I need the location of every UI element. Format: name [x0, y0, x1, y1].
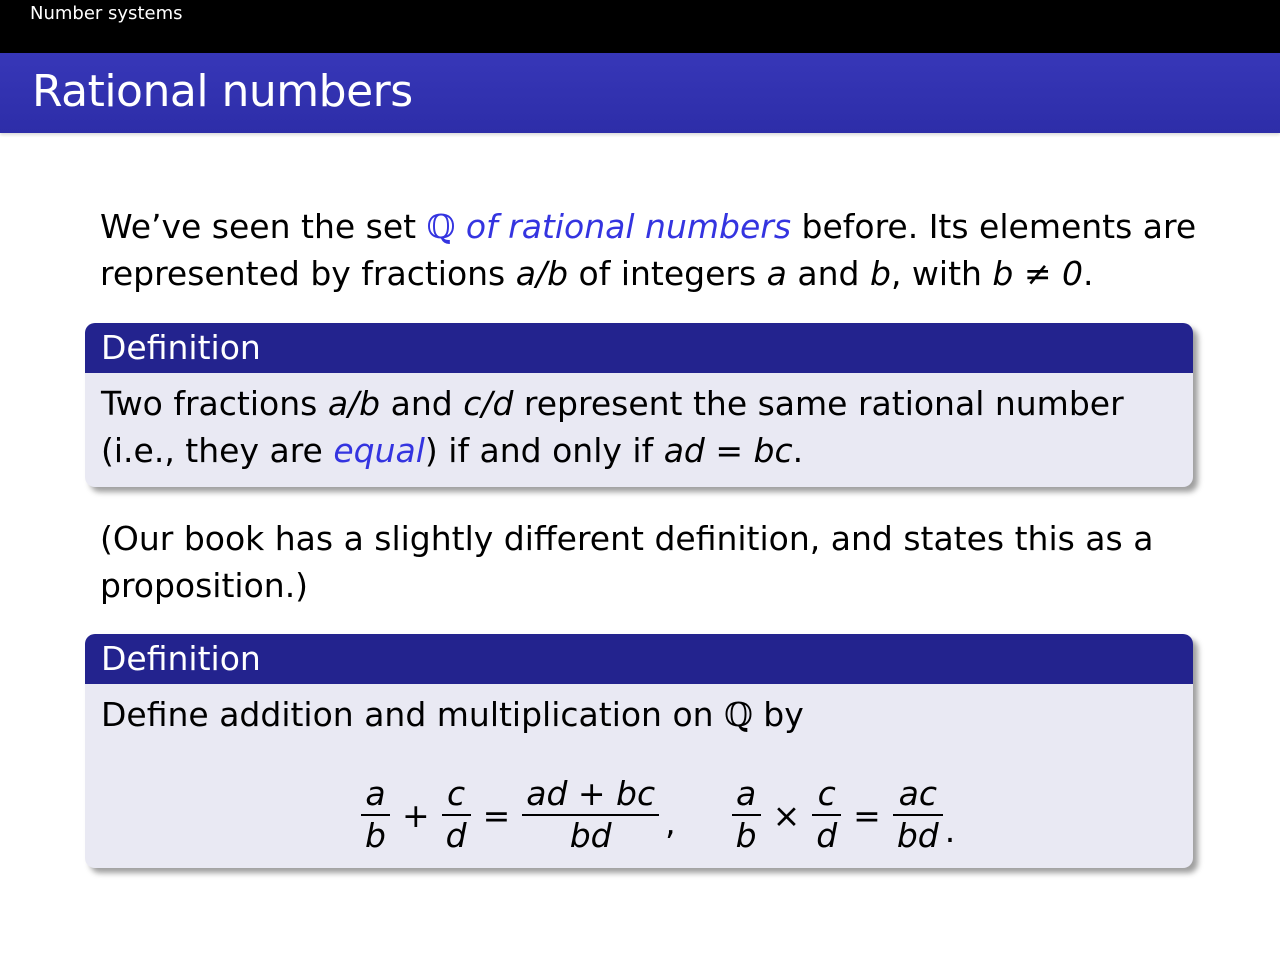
- highlighted-term: equal: [333, 431, 425, 470]
- intro-line-2: represented by fractions a/b of integers a and b, with b ≠ 0.: [100, 254, 1094, 293]
- fraction-sum-result: $\frac{ad + bc}{bd}$: [522, 774, 659, 856]
- definition-block-2: [85, 634, 1193, 868]
- definition-body: [85, 373, 1193, 474]
- operations-formula: $\frac{a}{b}$ + $\frac{c}{d}$ = $\frac{ad + bc}{bd}$ , $\frac{a}{b}$ × $\frac{c}{d}$ = $\frac{ac}{bd}$ .: [355, 774, 961, 856]
- fraction-a-over-b: $\frac{a}{b}$: [361, 774, 390, 856]
- frame-title-bar: [0, 53, 1280, 133]
- remark-paragraph: (Our book has a slightly different definition, and states this as a proposition.): [100, 519, 1154, 605]
- rationals-symbol: ℚ: [426, 207, 456, 246]
- definition-body: [85, 684, 1193, 868]
- definition-title: Definition: [85, 323, 1193, 373]
- section-bar: [0, 0, 1280, 53]
- intro-line-1: We’ve seen the set ℚ of rational numbers before. Its elements are: [100, 207, 1197, 246]
- fraction-product-result: $\frac{ac}{bd}$: [893, 774, 943, 856]
- equals-sign: =: [482, 795, 511, 835]
- plus-sign: +: [401, 795, 430, 835]
- definition-title: Definition: [85, 634, 1193, 684]
- fraction-a-over-b: $\frac{a}{b}$: [732, 774, 761, 856]
- fraction-c-over-d: $\frac{c}{d}$: [442, 774, 471, 856]
- section-title: Number systems: [30, 3, 183, 24]
- definition-line-1: Two fractions a/b and c/d represent the same rational number: [101, 384, 1124, 423]
- page-title: Rational numbers: [32, 66, 413, 117]
- times-sign: ×: [772, 795, 801, 835]
- intro-paragraph: [100, 203, 1197, 297]
- definition-block-1: [85, 323, 1193, 487]
- highlighted-term: of rational numbers: [465, 207, 792, 246]
- equals-sign: =: [853, 795, 881, 835]
- fraction-c-over-d: $\frac{c}{d}$: [812, 774, 841, 856]
- definition-line-2: (i.e., they are equal) if and only if ad = bc.: [101, 431, 804, 470]
- rationals-symbol: ℚ: [724, 695, 753, 734]
- definition-line: Define addition and multiplication on ℚ by: [101, 695, 804, 734]
